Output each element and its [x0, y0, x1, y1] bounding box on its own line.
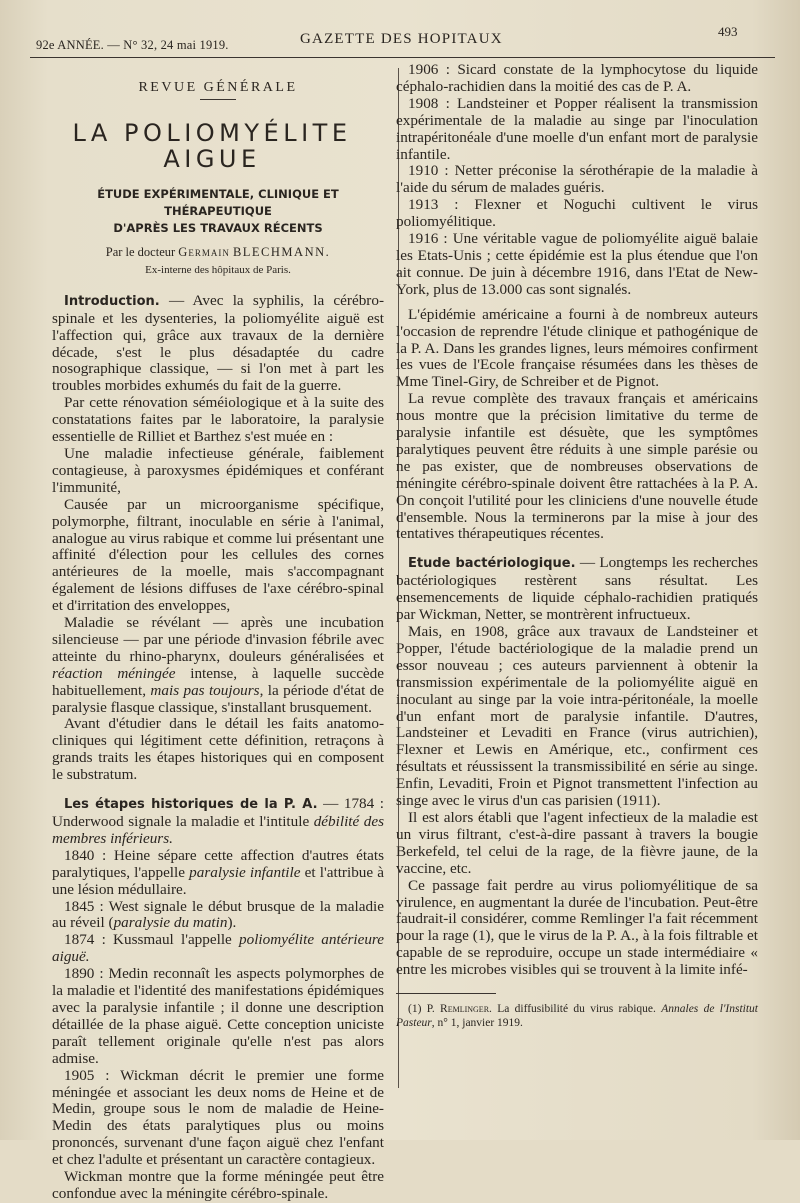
byline: [52, 245, 384, 260]
italic-text: paralysie du matin: [113, 914, 228, 932]
paragraph: 1908 : Landsteiner et Popper réalisent la transmission expérimentale de la maladie au singe par l'inoculation intrapéritonéale d'une moelle d'un enfant mort de paralysie infantile.: [396, 94, 758, 163]
paragraph-text: et l'attribue à une lésion médullaire.: [52, 863, 385, 898]
footnote: [396, 1002, 758, 1030]
byline-prefix: Par le docteur: [105, 244, 176, 259]
author-last-name: BLECHMANN.: [232, 244, 331, 259]
paragraph-text: 1845 : West signale le début brusque de la maladie au réveil (: [52, 897, 384, 932]
paragraph: 1890 : Medin reconnaît les aspects polymorphes de la maladie et l'identité des manifestations épidémiques avec la paralysie infantile ; il donne une description détaillée de la phase aiguë. Cette conception uniciste paraît tellement originale qu'elle n'est pas alors admise.: [52, 965, 384, 1067]
paragraph-text: — Longtemps les recherches bactériologiques restèrent sans résultat. Les ensemencements de liquide céphalo-rachidien pratiqués par Wickman, Netter, se montrèrent infructueux.: [396, 554, 758, 624]
footnote-text: , n° 1, janvier 1919.: [431, 1017, 523, 1030]
paragraph: 1913 : Flexner et Noguchi cultivent le virus poliomyélitique.: [396, 196, 758, 231]
paragraph-text: Maladie se révélant — après une incubation silencieuse — par une période d'invasion fébrile avec atteinte du rhino-pharynx, douleurs généralisées et: [52, 614, 384, 665]
footnote-rule: [396, 993, 496, 994]
article-subtitle: [52, 186, 384, 237]
paragraph: Ce passage fait perdre au virus poliomyélitique de sa virulence, en augmentant la durée de l'incubation. Peut-être faudrait-il considérer, comme Remlinger l'a fait récemment pour la rage (1), que le virus de la P. A., à la fois filtrable et capable de se reproduire, occupe un stade intermédiaire « entre les microbes visibles qui se trouvent à la limite infé-: [396, 876, 758, 979]
paragraph: [52, 848, 384, 899]
section-heading-bacteriology: Etude bactériologique.: [408, 556, 576, 572]
italic-text: débilité des membres inférieurs.: [52, 813, 384, 847]
paragraph: La revue complète des travaux français et américains nous montre que la précision limitative du terme de paralysie infantile est désuète, que les symptômes paralytiques peuvent être réduits à une simple parésie ou ne pas exister, que de nombreuses observations de méningite cérébro-spinale doivent être rattachées à la P. A. On conçoit l'utilité pour les cliniciens d'une nouvelle étude d'ensemble. Nous la terminerons par la mise à jour des tentatives thérapeutiques récentes.: [396, 390, 758, 543]
paragraph-text: — Avec la syphilis, la cérébro-spinale et les dysenteries, la poliomyélite aiguë est l'affection qui, grâce aux travaux de la dernière décade, s'est le plus désadaptée du cadre nosographique classique, — si l'on met à part les troubles morbides exhumés du fait de la guerre.: [52, 291, 385, 395]
journal-title: GAZETTE DES HOPITAUX: [300, 31, 503, 47]
right-column: [396, 62, 758, 1030]
paragraph: Il est alors établi que l'agent infectieux de la maladie est un virus filtrant, c'est-à-dire passant à travers la bougie Berkefeld, tel celui de la rage, de la fièvre jaune, de la vaccine, etc.: [396, 808, 758, 877]
paragraph: [52, 293, 384, 395]
paragraph-text: 1874 : Kussmaul l'appelle: [64, 931, 232, 949]
subtitle-line-1: ÉTUDE EXPÉRIMENTALE, CLINIQUE ET THÉRAPEUTIQUE: [97, 186, 339, 218]
paragraph: [52, 796, 384, 848]
paragraph: 1906 : Sicard constate de la lymphocytose du liquide céphalo-rachidien dans la moitié des cas de P. A.: [396, 61, 758, 95]
footnote-text: . La diffusibilité du virus rabique.: [489, 1003, 656, 1016]
paragraph: Causée par un microorganisme spécifique, polymorphe, filtrant, inoculable en série à l'animal, analogue au virus rabique et comme lui présentant une affinité d'élection pour les cellules des cornes antérieures de la moelle, mais s'accompagnant également de lésions diffuses de l'axe cérébro-spinal et d'irritation des enveloppes,: [52, 495, 384, 615]
paragraph: [52, 615, 384, 716]
paragraph: [52, 932, 384, 966]
paragraph: Mais, en 1908, grâce aux travaux de Landsteiner et Popper, l'étude bactériologique de la maladie prend un essor nouveau ; ces auteurs parviennent à obtenir la transmission expérimentale de la poliomyélite aiguë en inoculant au singe par la voie intra-péritonéale, la moelle d'un enfant mort de paralysie infantile. D'autres, Landsteiner et Levaditi en France (virus autrichien), Flexner et Lewis en Amérique, etc., confirment ces résultats et réussissent la transmissibilité en série au singe. Enfin, Levaditi, Froin et Pignot transmettent l'infection au singe avec le virus d'un cas parisien (1911).: [396, 623, 758, 810]
section-heading-introduction: Introduction.: [64, 293, 160, 309]
paragraph-text: — 1784 : Underwood signale la maladie et l'intitule: [52, 795, 385, 830]
footnote-journal: Annales de l'Institut Pasteur: [396, 1003, 758, 1030]
paragraph-text: ).: [227, 914, 237, 932]
italic-text: poliomyélite antérieure aiguë.: [52, 931, 384, 966]
paragraph: 1916 : Une véritable vague de poliomyélite aiguë balaie les Etats-Unis ; cette épidémie est la plus étendue que l'on ait connue. De juin à décembre 1916, dans l'Etat de New-York, plus de 13.000 cas sont signalés.: [396, 230, 758, 298]
paragraph: Wickman montre que la forme méningée peut être confondue avec la méningite cérébro-spinale.: [52, 1168, 384, 1202]
paragraph-text: intense, à laquelle succède habituellement,: [52, 664, 385, 699]
paragraph: [52, 899, 384, 933]
footnote-text: (1) P.: [408, 1003, 435, 1016]
paragraph: 1905 : Wickman décrit le premier une forme méningée et associant les deux noms de Heine et de Medin, groupe sous le nom de maladie de Heine-Medin des états paralytiques plus ou moins prononcés, survenant d'une façon aiguë chez l'enfant et chez l'adulte et présentant un caractère contagieux.: [52, 1066, 384, 1169]
subtitle-line-2: D'APRÈS LES TRAVAUX RÉCENTS: [113, 220, 323, 235]
header-rule: [30, 57, 775, 58]
paragraph-text: , la période d'état de paralysie flasque classique, s'installant brusquement.: [52, 681, 384, 716]
paragraph-text: 1840 : Heine sépare cette affection d'autres états paralytiques, l'appelle: [52, 846, 384, 881]
kicker-rule: [200, 99, 236, 100]
author-first-name: Germain: [178, 244, 230, 259]
page-number: 493: [718, 24, 738, 39]
issue-info: 92e ANNÉE. — N° 32, 24 mai 1919.: [36, 38, 229, 52]
footnote-author: Remlinger: [440, 1003, 490, 1016]
section-heading-history: Les étapes historiques de la P. A.: [64, 797, 318, 813]
paragraph: [396, 555, 758, 624]
paragraph: Par cette rénovation séméiologique et à la suite des constatations faites par le laboratoire, la paralysie essentielle de Rilliet et Barthez s'est muée en :: [52, 394, 384, 446]
author-affiliation: Ex-interne des hôpitaux de Paris.: [145, 263, 291, 276]
paragraph: Avant d'étudier dans le détail les faits anatomo-cliniques qui légitiment cette définition, retraçons à grands traits les étapes historiques qui en composent le substratum.: [52, 715, 384, 784]
paragraph: L'épidémie américaine a fourni à de nombreux auteurs l'occasion de reprendre l'étude clinique et pathogénique de la P. A. Dans les grandes lignes, leurs mémoires confirment les vues de l'Ecole française résumées dans les thèses de Mme Tinel-Giry, de Schreiber et de Pignot.: [396, 305, 758, 391]
article-title: LA POLIOMYÉLITE AIGUE: [72, 118, 352, 173]
italic-text: mais pas toujours: [150, 681, 260, 699]
section-kicker: REVUE GÉNÉRALE: [138, 80, 298, 95]
paragraph: 1910 : Netter préconise la sérothérapie de la maladie à l'aide du sérum de malades guéris.: [396, 162, 758, 197]
paragraph: Une maladie infectieuse générale, faiblement contagieuse, à paroxysmes épidémiques et conférant l'immunité,: [52, 444, 384, 496]
left-column: [52, 80, 384, 1203]
italic-text: réaction méningée: [52, 664, 176, 682]
italic-text: paralysie infantile: [189, 863, 301, 881]
